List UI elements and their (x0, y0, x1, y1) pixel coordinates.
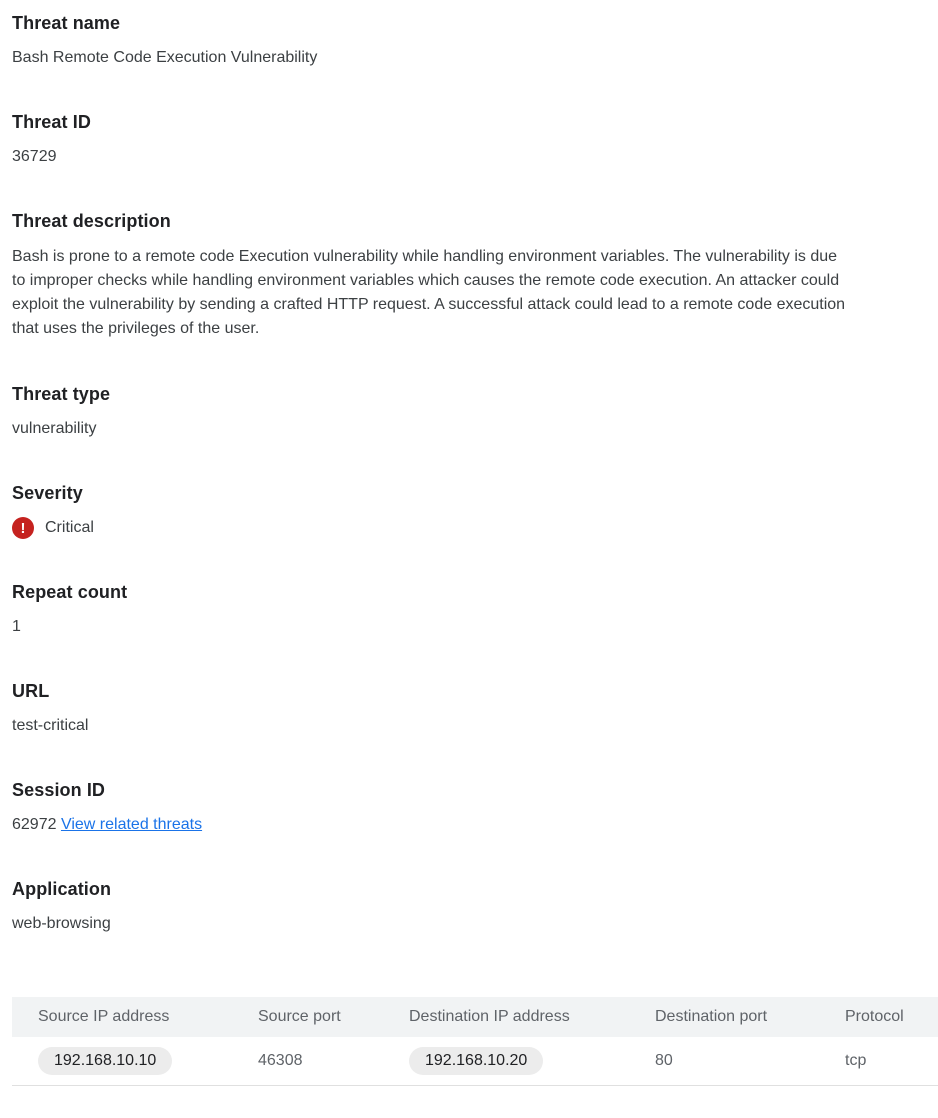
field-value: Bash is prone to a remote code Execution vulnerability while handling environment variables. The vulnerability is due to improper checks while handling environment variables which causes the remote code execution. An attacker could exploit the vulnerability by sending a crafted HTTP request. A successful attack could lead to a remote code execution that uses the privileges of the user. (12, 248, 846, 337)
cell-source-ip (12, 1037, 258, 1085)
field-repeat-count (12, 581, 926, 638)
field-label: Threat ID (12, 112, 91, 132)
cell-protocol: tcp (845, 1037, 938, 1085)
field-session-id (12, 779, 926, 836)
view-related-threats-link[interactable]: View related threats (60, 816, 203, 833)
severity-value: Critical (45, 519, 94, 536)
session-table (12, 997, 938, 1086)
field-threat-name (12, 12, 926, 69)
col-header-destination-ip: Destination IP address (409, 997, 655, 1037)
field-severity (12, 482, 926, 539)
cell-destination-ip (409, 1037, 655, 1085)
field-threat-type (12, 383, 926, 440)
field-value (12, 814, 926, 836)
field-label: Threat type (12, 384, 111, 404)
field-threat-description (12, 210, 926, 341)
field-url (12, 680, 926, 737)
cell-source-port: 46308 (258, 1037, 409, 1085)
field-threat-id (12, 111, 926, 168)
col-header-source-port: Source port (258, 997, 409, 1037)
col-header-destination-port: Destination port (655, 997, 845, 1037)
cell-destination-port: 80 (655, 1037, 845, 1085)
destination-ip-chip[interactable]: 192.168.10.20 (409, 1047, 543, 1075)
field-value: vulnerability (12, 420, 97, 437)
source-ip-chip[interactable]: 192.168.10.10 (38, 1047, 172, 1075)
field-value: 36729 (12, 148, 57, 165)
field-label: Threat description (12, 211, 171, 231)
critical-severity-icon: ! (12, 517, 34, 539)
field-value: web-browsing (12, 915, 111, 932)
session-id-value: 62972 (12, 816, 57, 833)
table-header-row (12, 997, 938, 1037)
field-value: test-critical (12, 717, 89, 734)
field-label: Repeat count (12, 582, 128, 602)
session-table-wrap (12, 997, 938, 1086)
field-label: URL (12, 681, 50, 701)
table-row (12, 1037, 938, 1085)
field-value: 1 (12, 618, 21, 635)
col-header-protocol: Protocol (845, 997, 938, 1037)
field-label: Application (12, 879, 112, 899)
field-application (12, 878, 926, 935)
field-label: Severity (12, 483, 83, 503)
field-value: Bash Remote Code Execution Vulnerability (12, 49, 318, 66)
severity-row (12, 517, 926, 539)
col-header-source-ip: Source IP address (12, 997, 258, 1037)
field-label: Threat name (12, 13, 121, 33)
field-label: Session ID (12, 780, 106, 800)
